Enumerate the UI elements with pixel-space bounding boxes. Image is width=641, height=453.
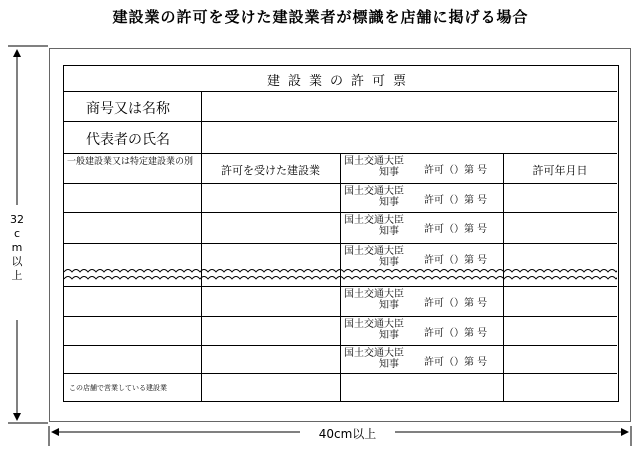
- trade-name-label: 商号又は名称: [86, 101, 170, 117]
- height-label: 32 cm 以上: [10, 213, 24, 282]
- col-business-header: 許可を受けた建設業: [221, 164, 320, 177]
- sheet-title: 建設業の許可票: [266, 74, 414, 89]
- permit-sign-table: [63, 65, 619, 402]
- permit-number-5: 許可（）第 号: [424, 328, 488, 339]
- gov-line1: 国土交通大臣: [344, 319, 404, 330]
- break-wave: [64, 266, 617, 288]
- gov-authority-4: [343, 289, 405, 311]
- gov-authority-5: [343, 319, 405, 341]
- col-type-header: 一般建設業又は特定建設業の別: [67, 157, 194, 167]
- gov-authority-3: [343, 246, 405, 268]
- gov-line2: 知事: [379, 197, 399, 208]
- permit-number-3: 許可（）第 号: [424, 255, 488, 266]
- gov-line1: 国土交通大臣: [344, 348, 404, 359]
- permit-number-1: 許可（）第 号: [424, 195, 488, 206]
- gov-line1: 国土交通大臣: [344, 246, 404, 257]
- page-title: 建設業の許可を受けた建設業者が標識を店舗に掲げる場合: [112, 8, 529, 26]
- gov-line2: 知事: [379, 167, 399, 178]
- gov-line2: 知事: [379, 359, 399, 370]
- gov-line2: 知事: [379, 226, 399, 237]
- gov-line2: 知事: [379, 257, 399, 268]
- gov-line2: 知事: [379, 330, 399, 341]
- gov-line1: 国土交通大臣: [344, 156, 404, 167]
- permit-number-0: 許可（）第 号: [424, 165, 488, 176]
- col-date-header: 許可年月日: [532, 164, 588, 177]
- gov-line1: 国土交通大臣: [344, 289, 404, 300]
- gov-authority-2: [343, 215, 405, 237]
- permit-number-6: 許可（）第 号: [424, 357, 488, 368]
- permit-number-2: 許可（）第 号: [424, 224, 488, 235]
- permit-number-4: 許可（）第 号: [424, 298, 488, 309]
- representative-label: 代表者の氏名: [86, 132, 170, 148]
- gov-authority-1: [343, 186, 405, 208]
- gov-authority-6: [343, 348, 405, 370]
- width-label: 40cm以上: [318, 427, 377, 441]
- gov-line1: 国土交通大臣: [344, 215, 404, 226]
- gov-line1: 国土交通大臣: [344, 186, 404, 197]
- gov-authority-0: [343, 156, 405, 178]
- footer-label: この店舗で営業している建設業: [69, 384, 167, 392]
- gov-line2: 知事: [379, 300, 399, 311]
